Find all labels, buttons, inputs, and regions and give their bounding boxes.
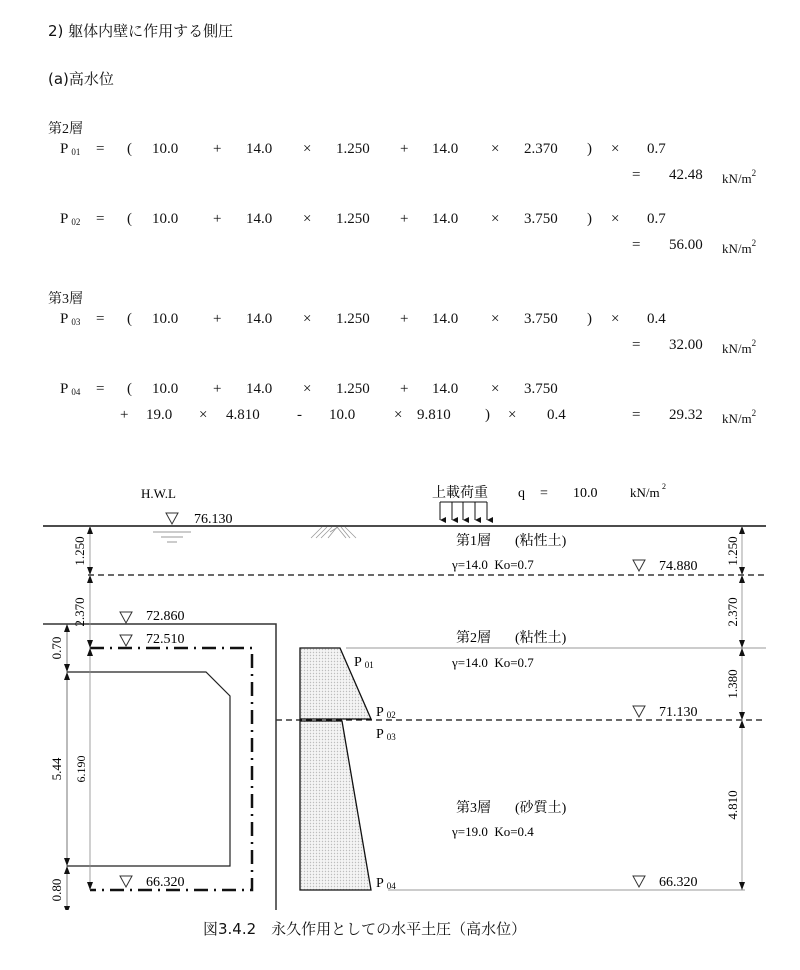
p04-label: P 04: [376, 876, 396, 891]
surcharge-value: 10.0: [573, 486, 598, 501]
pressure-subscript: 01: [71, 147, 81, 157]
equation-token: 1.250: [336, 311, 370, 327]
equation-token: 14.0: [432, 311, 459, 327]
equation-lhs-p02: [60, 211, 80, 228]
equation-token: 14.0: [246, 141, 273, 157]
equation-token: 14.0: [432, 381, 459, 397]
result-equals: =: [632, 167, 641, 183]
result-unit: $kN/m^2$: [722, 408, 757, 426]
hwl-label: H.W.L: [141, 486, 176, 501]
equation-token: =: [96, 311, 105, 327]
pressure-symbol: P: [60, 381, 69, 397]
surcharge-q: q: [518, 486, 525, 501]
equation-token: ×: [303, 141, 312, 157]
surcharge-eq: =: [540, 486, 548, 501]
dim-left-2370: 2.370: [72, 597, 87, 627]
section-subheading: (a)高水位: [48, 70, 114, 88]
equation-token: ×: [611, 211, 620, 227]
soil-layer-3-type: (砂質土): [515, 801, 567, 816]
dim-right-1380: 1.380: [725, 669, 740, 699]
equation-token: +: [213, 311, 222, 327]
equation-token: (: [127, 311, 132, 327]
result-value: 29.32: [669, 407, 703, 423]
equation-token: ×: [508, 407, 517, 423]
pressure-subscript: 04: [71, 387, 81, 397]
equation-token: +: [400, 141, 409, 157]
pressure-symbol: P: [60, 211, 69, 227]
equation-token: +: [120, 407, 129, 423]
equation-token: ×: [611, 141, 620, 157]
ground-hatch-icon: [311, 527, 356, 538]
equation-token: ×: [303, 311, 312, 327]
equation-token: =: [96, 141, 105, 157]
equation-token: 1.250: [336, 381, 370, 397]
result-value: 56.00: [669, 237, 703, 253]
soil-layer-2-params: γ=14.0 Ko=0.7: [452, 655, 534, 670]
equation-token: (: [127, 211, 132, 227]
equation-token: 10.0: [152, 381, 179, 397]
equation-token: 1.250: [336, 211, 370, 227]
equation-token: 0.4: [547, 407, 566, 423]
pressure-symbol: P: [60, 311, 69, 327]
soil-layer-1-type: (粘性土): [515, 534, 567, 549]
result-unit: $kN/m^2$: [722, 168, 757, 186]
equation-token: 14.0: [246, 311, 273, 327]
equation-token: ×: [491, 381, 500, 397]
equation-token: 0.7: [647, 211, 666, 227]
soil-layer-1-params: γ=14.0 Ko=0.7: [452, 557, 534, 572]
equation-lhs-p01: [60, 141, 80, 158]
equation-token: 10.0: [329, 407, 356, 423]
result-value: 42.48: [669, 167, 703, 183]
equation-token: 14.0: [246, 211, 273, 227]
equation-token: +: [213, 381, 222, 397]
dim-right-4810: 4.810: [725, 790, 740, 820]
equation-token: 14.0: [432, 211, 459, 227]
equation-token: 1.250: [336, 141, 370, 157]
equation-token: 4.810: [226, 407, 260, 423]
result-equals: =: [632, 407, 641, 423]
equation-token: 0.4: [647, 311, 666, 327]
p03-label: P 03: [376, 727, 396, 742]
p01-label: P 01: [354, 655, 374, 670]
equation-token: 10.0: [152, 211, 179, 227]
equation-token: 19.0: [146, 407, 173, 423]
soil-layer-2-type: (粘性土): [515, 631, 567, 646]
surcharge-label: 上載荷重: [432, 486, 488, 501]
surcharge-unit: kN/m: [630, 485, 660, 500]
equation-token: =: [96, 211, 105, 227]
equation-token: ×: [303, 211, 312, 227]
equation-token: ×: [303, 381, 312, 397]
equation-token: 14.0: [246, 381, 273, 397]
equation-token: -: [297, 407, 302, 423]
equation-token: +: [213, 141, 222, 157]
result-unit: $kN/m^2$: [722, 338, 757, 356]
equation-token: +: [400, 211, 409, 227]
pressure-diagram-layer3: [300, 721, 371, 890]
equation-token: 10.0: [152, 141, 179, 157]
equation-token: =: [96, 381, 105, 397]
equation-token: ×: [611, 311, 620, 327]
equation-token: (: [127, 381, 132, 397]
dim-left-6190: 6.190: [74, 755, 88, 783]
equation-token: ×: [491, 311, 500, 327]
equation-token: ): [587, 141, 592, 157]
dim-left-070: 0.70: [49, 636, 64, 660]
dim-left-1250: 1.250: [72, 536, 87, 566]
equation-token: +: [213, 211, 222, 227]
soil-layer-3-params: γ=19.0 Ko=0.4: [452, 824, 534, 839]
equation-token: 9.810: [417, 407, 451, 423]
dim-left-080: 0.80: [49, 878, 64, 902]
equation-token: 0.7: [647, 141, 666, 157]
equation-token: 14.0: [432, 141, 459, 157]
equation-token: +: [400, 311, 409, 327]
surcharge-unit-sup: 2: [662, 482, 666, 491]
equation-token: ): [587, 211, 592, 227]
earth-pressure-figure: [0, 470, 800, 910]
equation-lhs-p04: [60, 381, 80, 398]
equation-token: ×: [199, 407, 208, 423]
result-equals: =: [632, 337, 641, 353]
dim-right-1250: 1.250: [725, 536, 740, 566]
equation-token: 2.370: [524, 141, 558, 157]
elev-water-table: 71.130: [659, 705, 698, 720]
equation-token: 3.750: [524, 311, 558, 327]
equation-token: 3.750: [524, 381, 558, 397]
elev-bottom-right: 66.320: [659, 875, 698, 890]
soil-layer-3-name: 第3層: [456, 801, 491, 816]
soil-layer-2-name: 第2層: [456, 631, 491, 646]
equation-token: (: [127, 141, 132, 157]
p02-label: P 02: [376, 705, 396, 720]
elev-top-inner: 72.510: [146, 632, 185, 647]
elev-layer1-bottom: 74.880: [659, 559, 698, 574]
result-equals: =: [632, 237, 641, 253]
dim-left-544: 5.44: [49, 757, 64, 781]
elev-bottom-inner: 66.320: [146, 875, 185, 890]
equation-token: ×: [491, 141, 500, 157]
equation-token: +: [400, 381, 409, 397]
pressure-symbol: P: [60, 141, 69, 157]
dim-right-2370: 2.370: [725, 597, 740, 627]
equation-token: 10.0: [152, 311, 179, 327]
equation-token: ): [587, 311, 592, 327]
result-unit: $kN/m^2$: [722, 238, 757, 256]
elevation-marker-icons: [120, 513, 645, 887]
section-heading: 2) 躯体内壁に作用する側圧: [48, 22, 234, 40]
equation-token: ): [485, 407, 490, 423]
layer-3-label: 第3層: [48, 292, 83, 307]
equation-lhs-p03: [60, 311, 80, 328]
equation-token: 3.750: [524, 211, 558, 227]
equation-token: ×: [491, 211, 500, 227]
elev-hwl: 76.130: [194, 512, 233, 527]
layer-2-label: 第2層: [48, 122, 83, 137]
elev-top-outer: 72.860: [146, 609, 185, 624]
soil-layer-1-name: 第1層: [456, 534, 491, 549]
pressure-subscript: 02: [71, 217, 81, 227]
equation-token: ×: [394, 407, 403, 423]
result-value: 32.00: [669, 337, 703, 353]
figure-caption: 図3.4.2 永久作用としての水平土圧（高水位）: [203, 920, 527, 938]
pressure-subscript: 03: [71, 317, 81, 327]
